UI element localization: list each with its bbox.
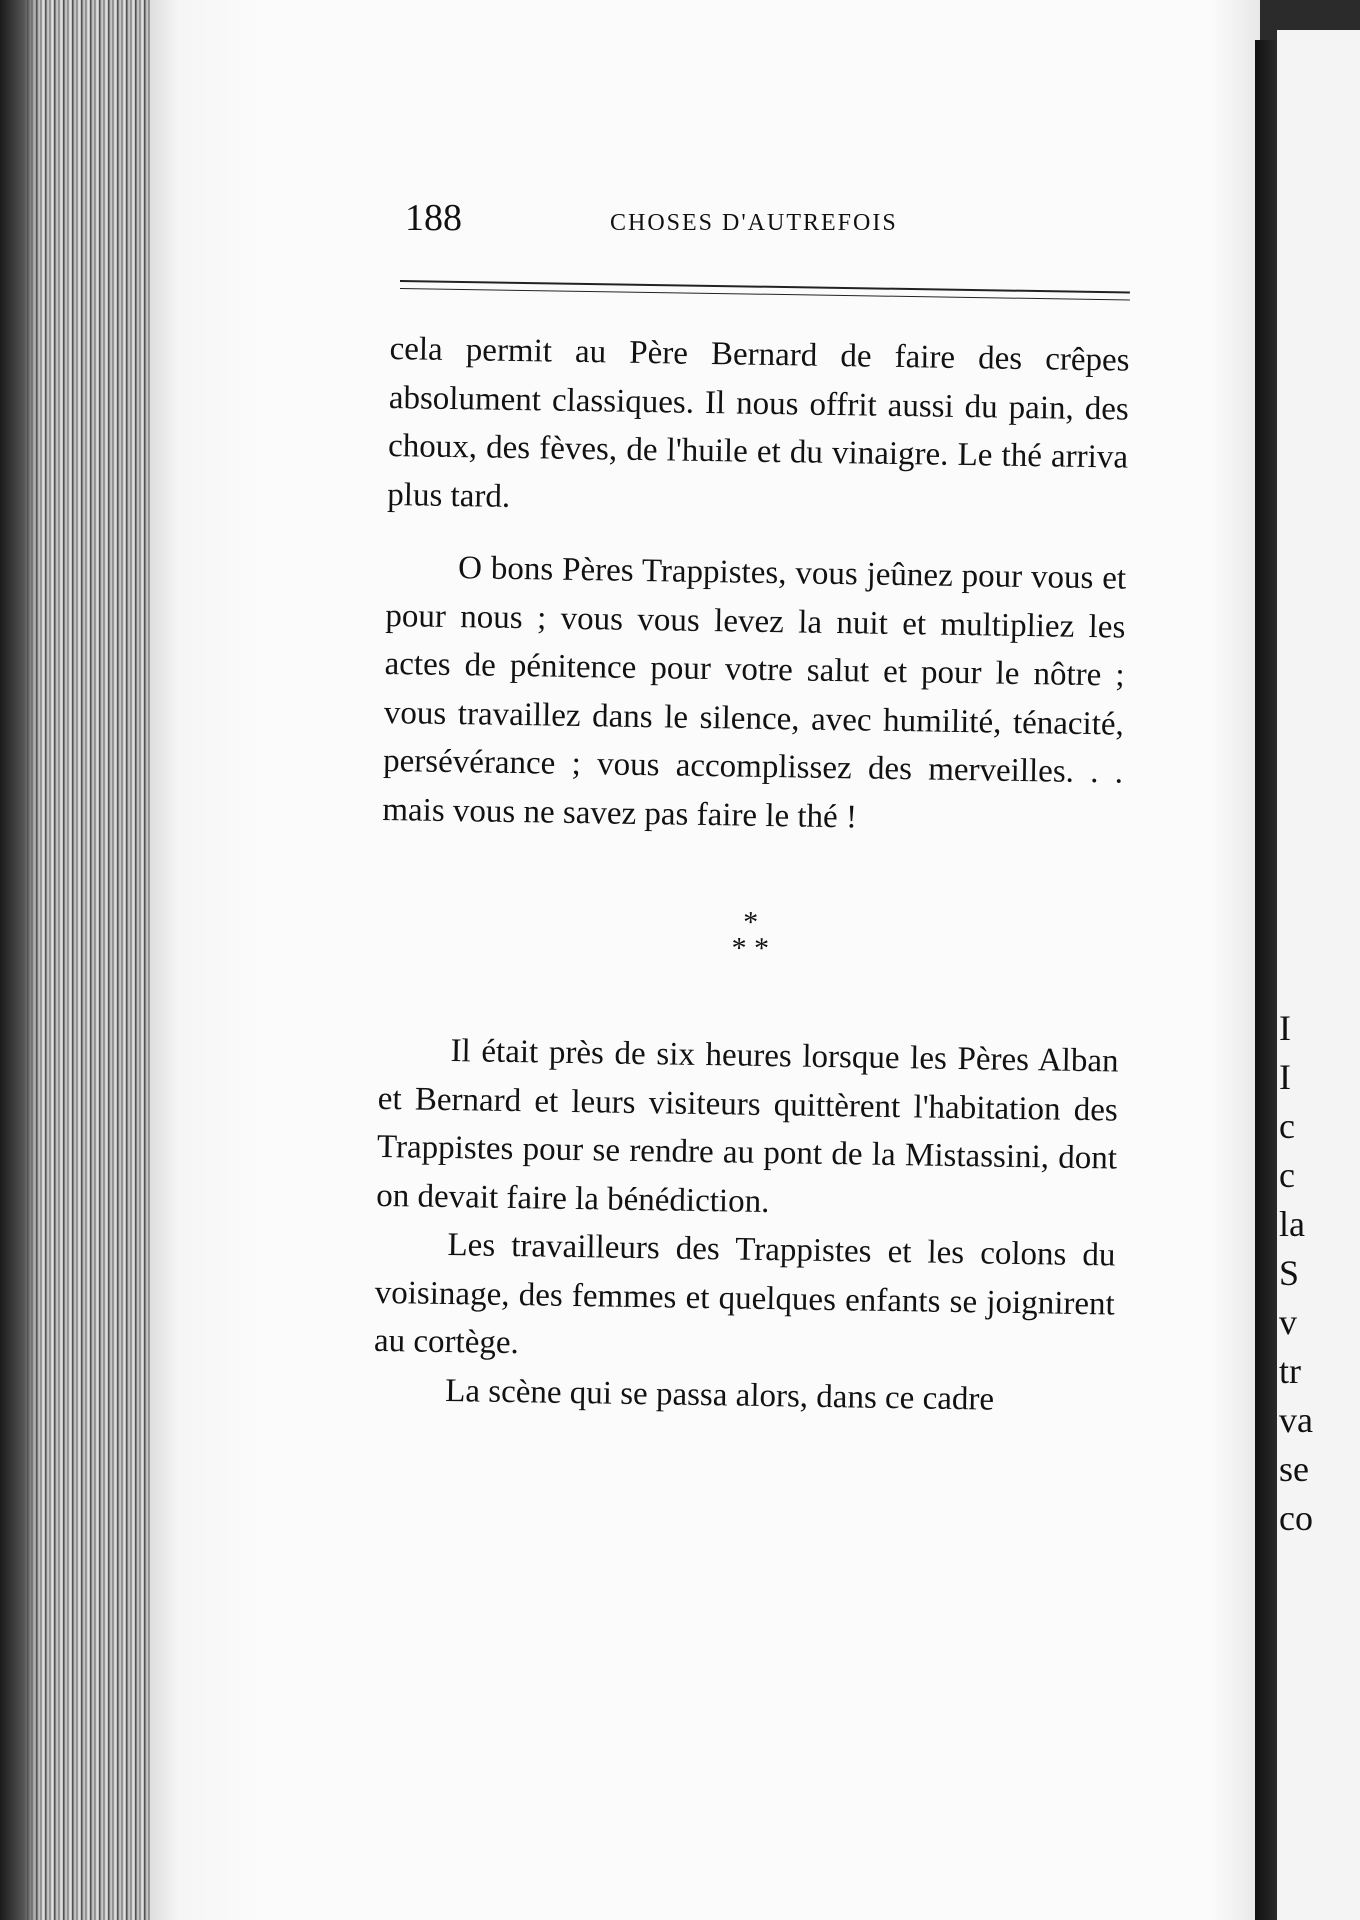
paragraph: Il était près de six heures lorsque les Pères Alban et Bernard et leurs visiteurs quittèrent l'habitation des Trappistes pour se rendre au pont de la Mistassini, dont on devait faire la bénédiction. [376, 1033, 1119, 1220]
running-head [405, 196, 1125, 246]
asterism-top: * [742, 905, 759, 939]
facing-line-start: S [1279, 1253, 1300, 1293]
facing-line-start: I [1279, 1057, 1291, 1097]
facing-line-start: I [1279, 1008, 1291, 1048]
facing-line-start: se [1279, 1449, 1309, 1489]
paragraph: Les travailleurs des Trappistes et les colons du voisinage, des femmes et quelques enfants se joignirent au cortège. [373, 1227, 1116, 1362]
running-title: CHOSES D'AUTREFOIS [610, 210, 898, 236]
facing-line-start: va [1279, 1400, 1313, 1440]
asterism-bottom: * * [731, 931, 770, 966]
book-gutter [1255, 40, 1277, 1920]
facing-line-start: tr [1279, 1351, 1301, 1391]
facing-line-start: c [1279, 1106, 1295, 1146]
paragraph: La scène qui se passa alors, dans ce cadre [444, 1372, 995, 1418]
facing-page [1277, 30, 1360, 1920]
facing-page-line-starts [1279, 1010, 1313, 1549]
binding-shadow [0, 0, 40, 1920]
paragraph: O bons Pères Trappistes, vous jeûnez pour vous et pour nous ; vous vous levez la nuit et multipliez les actes de pénitence pour votre salut et pour le nôtre ; vous travaillez dans le silence, avec humilité, ténacité, persévérance ; vous accomplissez des merveilles. . . mais vous ne savez pas faire le thé ! [382, 550, 1127, 835]
facing-line-start: la [1279, 1204, 1305, 1244]
facing-line-start: co [1279, 1498, 1313, 1538]
asterism [380, 904, 1121, 968]
body-text [373, 325, 1130, 1425]
facing-line-start: v [1279, 1302, 1297, 1342]
paragraph: cela permit au Père Bernard de faire des crêpes absolument classiques. Il nous offrit aussi du pain, des choux, des fèves, de l'huile et du vinaigre. Le thé arriva plus tard. [387, 330, 1130, 515]
facing-line-start: c [1279, 1155, 1295, 1195]
page-number: 188 [405, 197, 462, 239]
